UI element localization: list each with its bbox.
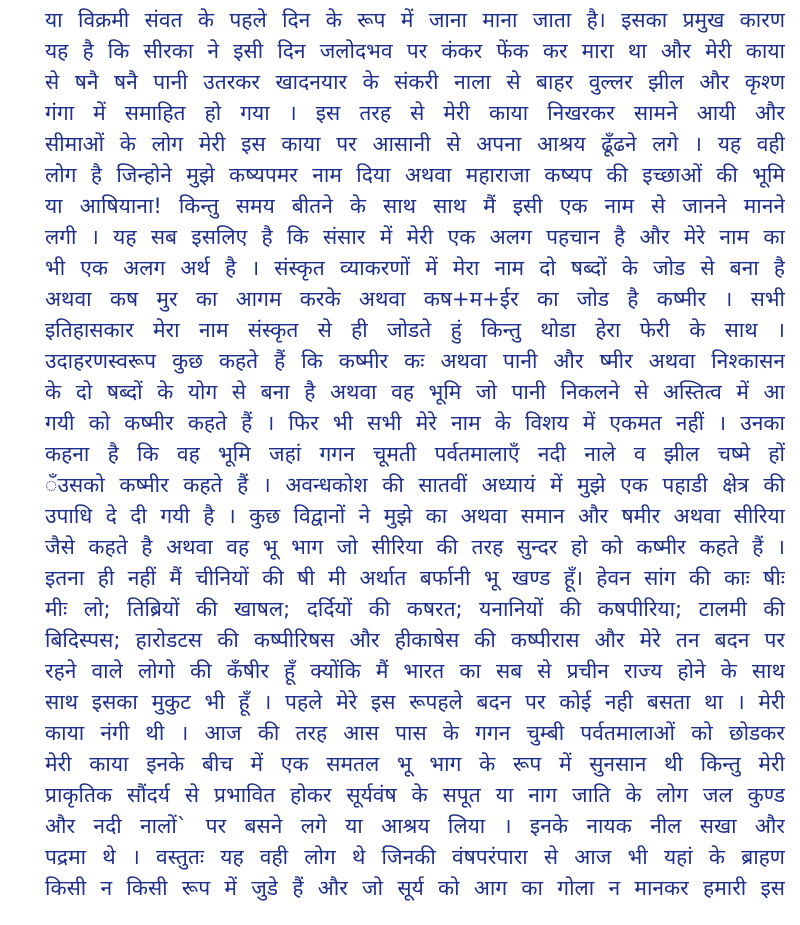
text-line: गयी को कष्मीर कहते हैं । फिर भी सभी मेरे नाम के विशय में एकमत नहीं । उनका bbox=[45, 411, 785, 435]
text-line: मेरी काया इनके बीच में एक समतल भू भाग के रूप में सुनसान थी किन्तु मेरी bbox=[45, 752, 785, 776]
text-line: भी एक अलग अर्थ है । संस्कृत व्याकरणों में मेरा नाम दो षब्दों के जोड से बना है bbox=[45, 256, 785, 280]
text-line: इतिहासकार मेरा नाम संस्कृत से ही जोडते हुं किन्तु थोडा हेरा फेरी के साथ । bbox=[45, 318, 785, 342]
text-line: से षनै षनै पानी उतरकर खादनयार के संकरी नाला से बाहर वुल्लर झील और कृश्ण bbox=[45, 70, 785, 94]
text-line: या आषियाना! किन्तु समय बीतने के साथ साथ मैं इसी एक नाम से जानने मानने bbox=[45, 194, 785, 218]
text-line: लोग है जिन्होने मुझे कष्यपमर नाम दिया अथवा महाराजा कष्यप की इच्छाओं की भूमि bbox=[45, 163, 785, 187]
text-line: मीः लो; तिब्रियों की खाषल; दर्दियों की कषरत; यनानियों की कषपीरिया; टालमी की bbox=[45, 597, 785, 621]
text-line: यह है कि सीरका ने इसी दिन जलोदभव पर कंकर फेंक कर मारा था और मेरी काया bbox=[45, 39, 785, 63]
text-line: पद्रमा थे । वस्तुतः यह वही लोग थे जिनकी वंषपरंपारा से आज भी यहां के ब्राहण bbox=[45, 845, 785, 869]
text-line: और नदी नालों` पर बसने लगे या आश्रय लिया । इनके नायक नील सखा और bbox=[45, 814, 785, 838]
text-line: उदाहरणस्वरूप कुछ कहते हैं कि कष्मीर कः अथवा पानी और ष्मीर अथवा निश्कासन bbox=[45, 349, 785, 373]
text-line: इतना ही नहीं मैं चीनियों की षी मी अर्थात बर्फानी भू खण्ड हूँ। हेवन सांग की काः षीः bbox=[45, 566, 785, 590]
text-line: प्राकृतिक सौंदर्य से प्रभावित होकर सूर्यवंष के सपूत या नाग जाति के लोग जल कुण्ड bbox=[45, 783, 785, 807]
text-line: ँउसको कष्मीर कहते हैं । अवन्धकोश की सातवीं अध्यायं में मुझे एक पहाडी क्षेत्र की bbox=[45, 473, 785, 497]
text-line: कहना है कि वह भूमि जहां गगन चूमती पर्वतमालाएँ नदी नाले व झील चष्मे हों bbox=[45, 442, 785, 466]
text-line: काया नंगी थी । आज की तरह आस पास के गगन चुम्बी पर्वतमालाओं को छोडकर bbox=[45, 721, 785, 745]
text-line: बिदिस्पस; हारोडटस की कष्पीरिषस और हीकाषेस की कष्पीरास और मेरे तन बदन पर bbox=[45, 628, 785, 652]
text-line: सीमाओं के लोग मेरी इस काया पर आसानी से अपना आश्रय ढूँढने लगे । यह वही bbox=[45, 132, 785, 156]
text-line: जैसे कहते है अथवा वह भू भाग जो सीरिया की तरह सुन्दर हो को कष्मीर कहते हैं । bbox=[45, 535, 785, 559]
text-line: साथ इसका मुकुट भी हूँ । पहले मेरे इस रूपहले बदन पर कोई नही बसता था । मेरी bbox=[45, 690, 785, 714]
text-line: के दो षब्दों के योग से बना है अथवा वह भूमि जो पानी निकलने से अस्तित्व में आ bbox=[45, 380, 785, 404]
text-line: या विक्रमी संवत के पहले दिन के रूप में जाना माना जाता है। इसका प्रमुख कारण bbox=[45, 8, 785, 32]
text-line: किसी न किसी रूप में जुडे हैं और जो सूर्य को आग का गोला न मानकर हमारी इस bbox=[45, 876, 785, 900]
text-line: रहने वाले लोगो की कँषीर हूँ क्योंकि मैं भारत का सब से प्रचीन राज्य होने के साथ bbox=[45, 659, 785, 683]
text-line: अथवा कष मुर का आगम करके अथवा कष+म+ईर का जोड है कष्मीर । सभी bbox=[45, 287, 785, 311]
text-line: गंगा में समाहित हो गया । इस तरह से मेरी काया निखरकर सामने आयी और bbox=[45, 101, 785, 125]
text-line: लगी । यह सब इसलिए है कि संसार में मेरी एक अलग पहचान है और मेरे नाम का bbox=[45, 225, 785, 249]
text-line: उपाधि दे दी गयी है । कुछ विद्वानों ने मुझे का अथवा समान और षमीर अथवा सीरिया bbox=[45, 504, 785, 528]
